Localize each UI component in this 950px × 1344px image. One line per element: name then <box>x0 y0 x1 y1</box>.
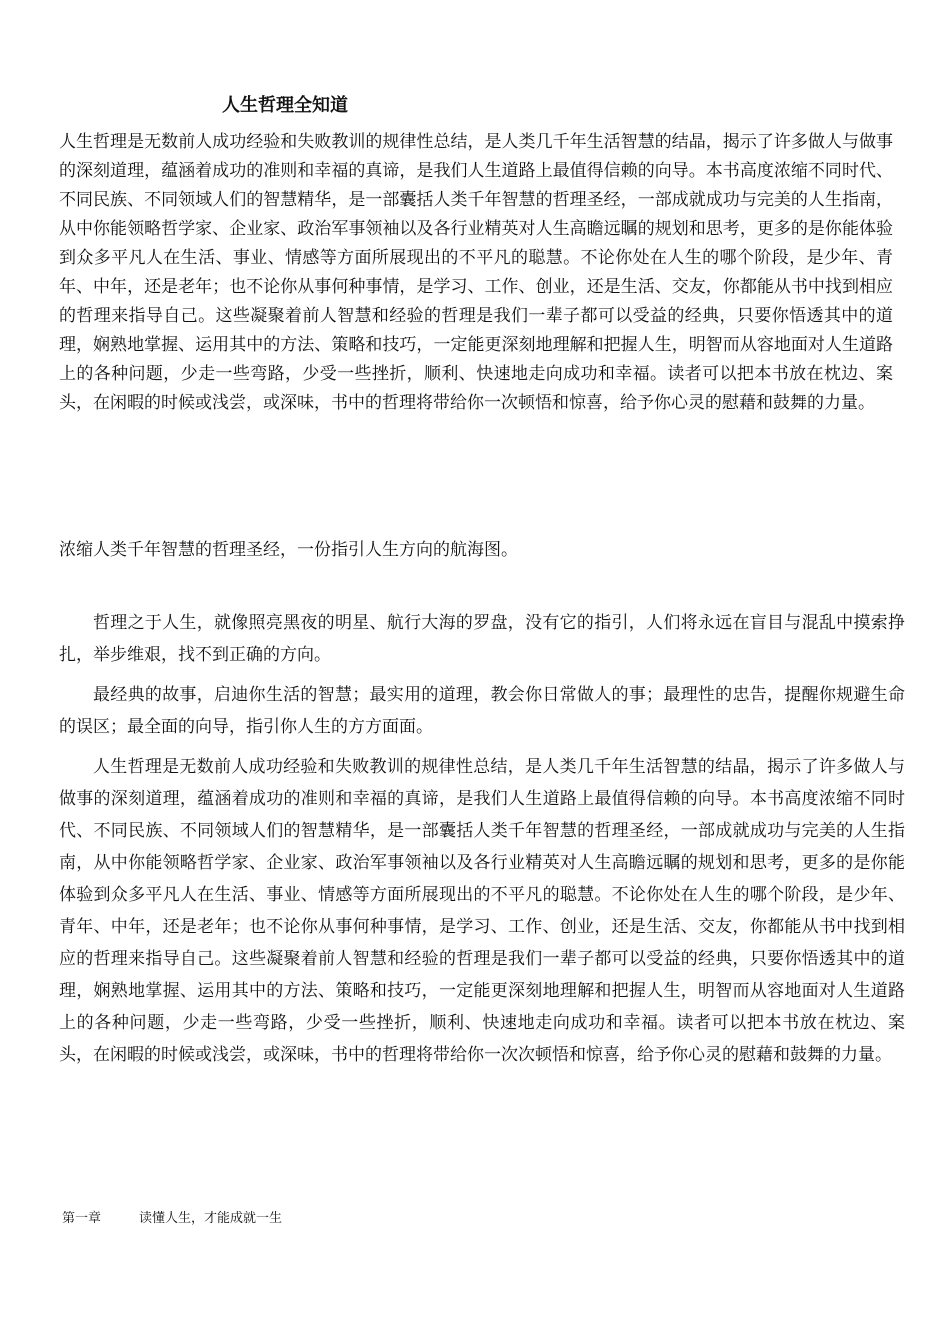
body-paragraph-1: 哲理之于人生，就像照亮黑夜的明星、航行大海的罗盘，没有它的指引，人们将永远在盲目与混乱中摸索挣扎，举步维艰，找不到正确的方向。 <box>59 613 905 665</box>
body-text <box>59 607 905 1079</box>
chapter-number: 第一章 <box>62 1211 102 1226</box>
chapter-title: 读懂人生，才能成就一生 <box>139 1211 283 1226</box>
tagline: 浓缩人类千年智慧的哲理圣经，一份指引人生方向的航海图。 <box>59 540 518 560</box>
intro-paragraph: 人生哲理是无数前人成功经验和失败教训的规律性总结，是人类几千年生活智慧的结晶，揭示了许多做人与做事的深刻道理，蕴涵着成功的准则和幸福的真谛，是我们人生道路上最值得信赖的向导。本书高度浓缩不同时代、不同民族、不同领域人们的智慧精华，是一部囊括人类千年智慧的哲理圣经，一部成就成功与完美的人生指南，从中你能领略哲学家、企业家、政治军事领袖以及各行业精英对人生高瞻远瞩的规划和思考，更多的是你能体验到众多平凡人在生活、事业、情感等方面所展现出的不平凡的聪慧。不论你处在人生的哪个阶段，是少年、青年、中年，还是老年；也不论你从事何种事情，是学习、工作、创业，还是生活、交友，你都能从书中找到相应的哲理来指导自己。这些凝聚着前人智慧和经验的哲理是我们一辈子都可以受益的经典，只要你悟透其中的道理，娴熟地掌握、运用其中的方法、策略和技巧，一定能更深刻地理解和把握人生，明智而从容地面对人生道路上的各种问题，少走一些弯路，少受一些挫折，顺利、快速地走向成功和幸福。读者可以把本书放在枕边、案头，在闲暇的时候或浅尝，或深味，书中的哲理将带给你一次顿悟和惊喜，给予你心灵的慰藉和鼓舞的力量。 <box>59 132 893 413</box>
body-paragraph-3: 人生哲理是无数前人成功经验和失败教训的规律性总结，是人类几千年生活智慧的结晶，揭示了许多做人与做事的深刻道理，蕴涵着成功的准则和幸福的真谛，是我们人生道路上最值得信赖的向导。本书高度浓缩不同时代、不同民族、不同领域人们的智慧精华，是一部囊括人类千年智慧的哲理圣经，一部成就成功与完美的人生指南，从中你能领略哲学家、企业家、政治军事领袖以及各行业精英对人生高瞻远瞩的规划和思考，更多的是你能体验到众多平凡人在生活、事业、情感等方面所展现出的不平凡的聪慧。不论你处在人生的哪个阶段，是少年、青年、中年，还是老年；也不论你从事何种事情，是学习、工作、创业，还是生活、交友，你都能从书中找到相应的哲理来指导自己。这些凝聚着前人智慧和经验的哲理是我们一辈子都可以受益的经典，只要你悟透其中的道理，娴熟地掌握、运用其中的方法、策略和技巧，一定能更深刻地理解和把握人生，明智而从容地面对人生道路上的各种问题，少走一些弯路，少受一些挫折，顺利、快速地走向成功和幸福。读者可以把本书放在枕边、案头，在闲暇的时候或浅尝，或深味，书中的哲理将带给你一次次顿悟和惊喜，给予你心灵的慰藉和鼓舞的力量。 <box>59 757 905 1065</box>
chapter-heading <box>62 1209 282 1229</box>
document-title: 人生哲理全知道 <box>222 95 348 116</box>
body-paragraph-2: 最经典的故事，启迪你生活的智慧；最实用的道理，教会你日常做人的事；最理性的忠告，提醒你规避生命的误区；最全面的向导，指引你人生的方方面面。 <box>59 685 905 737</box>
